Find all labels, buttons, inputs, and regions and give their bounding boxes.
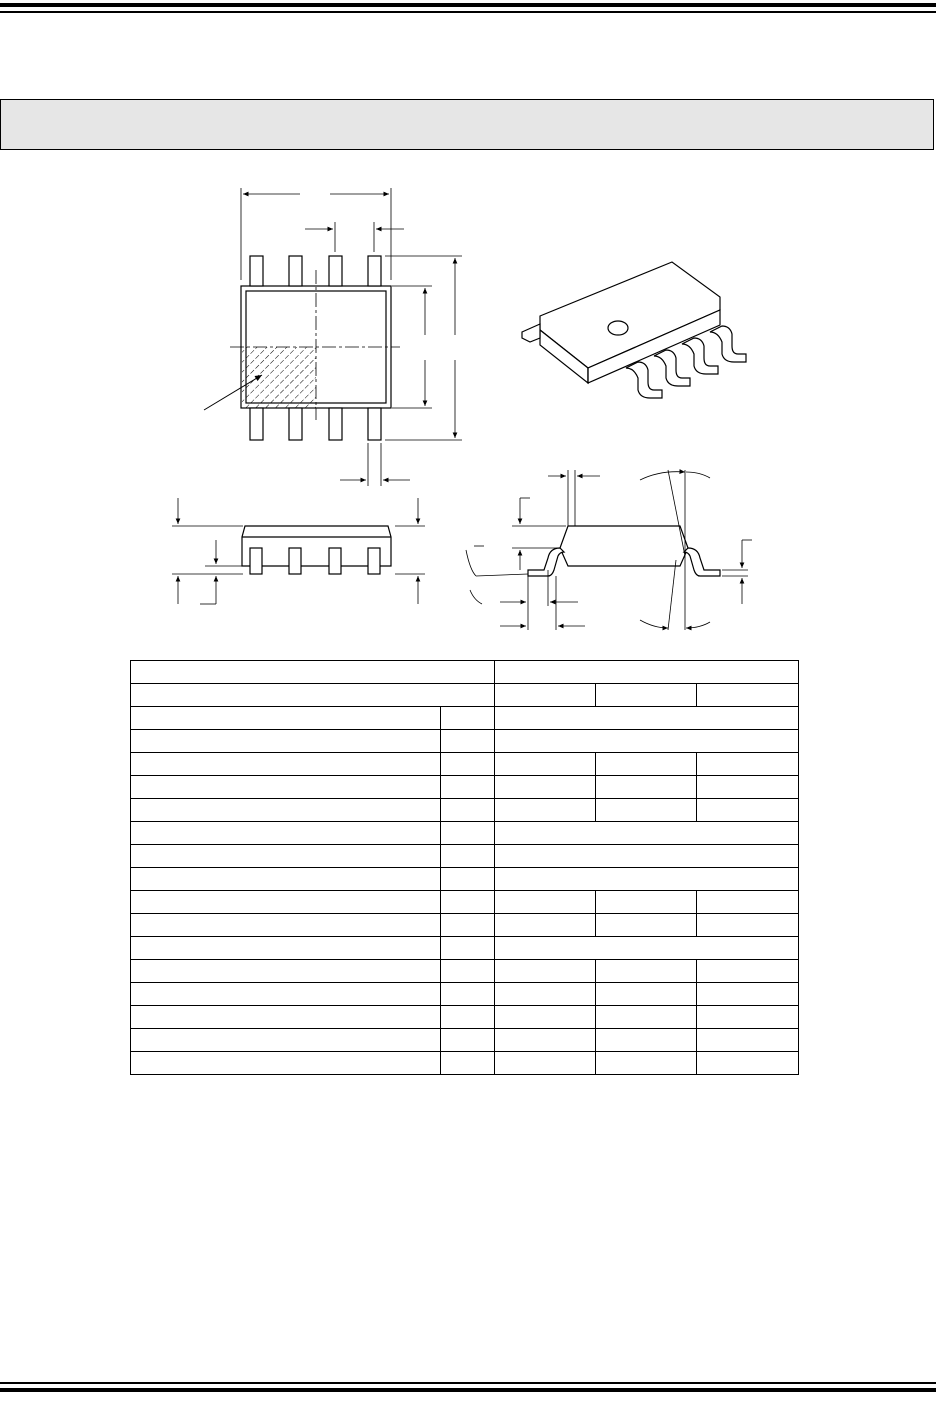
table-cell — [131, 1006, 441, 1029]
table-cell — [697, 914, 799, 937]
table-cell — [441, 707, 495, 730]
table-row — [131, 914, 799, 937]
table-cell — [131, 707, 441, 730]
table-cell — [131, 776, 441, 799]
table-row — [131, 776, 799, 799]
table-cell — [596, 684, 697, 707]
table-cell — [441, 1029, 495, 1052]
table-cell — [596, 891, 697, 914]
table-row — [131, 753, 799, 776]
table-cell — [596, 753, 697, 776]
table-cell — [495, 753, 596, 776]
table-row — [131, 845, 799, 868]
table-cell — [441, 1052, 495, 1075]
side-view — [172, 498, 425, 604]
table-cell — [131, 937, 441, 960]
table-row — [131, 937, 799, 960]
table-row — [131, 799, 799, 822]
table-row — [131, 983, 799, 1006]
table-cell — [495, 661, 799, 684]
table-cell — [495, 914, 596, 937]
table-cell — [131, 1029, 441, 1052]
table-cell — [697, 1006, 799, 1029]
table-row — [131, 822, 799, 845]
table-cell — [441, 914, 495, 937]
table-cell — [495, 799, 596, 822]
table-cell — [441, 868, 495, 891]
table-cell — [131, 799, 441, 822]
table-cell — [596, 983, 697, 1006]
table-cell — [596, 1052, 697, 1075]
table-cell — [596, 1006, 697, 1029]
table-cell — [697, 1029, 799, 1052]
table-row — [131, 1006, 799, 1029]
table-cell — [495, 822, 799, 845]
dimensions-table — [130, 660, 799, 1075]
table-cell — [596, 799, 697, 822]
table-cell — [495, 937, 799, 960]
table-cell — [495, 868, 799, 891]
table-cell — [131, 845, 441, 868]
isometric-view — [522, 262, 746, 398]
table-cell — [495, 960, 596, 983]
table-cell — [495, 730, 799, 753]
top-view — [204, 188, 462, 486]
footer-rule — [0, 1380, 936, 1400]
table-cell — [131, 661, 495, 684]
table-cell — [131, 891, 441, 914]
table-row — [131, 730, 799, 753]
table-cell — [441, 776, 495, 799]
table-cell — [495, 707, 799, 730]
table-cell — [495, 891, 596, 914]
table-cell — [596, 960, 697, 983]
table-cell — [697, 960, 799, 983]
end-view — [466, 470, 752, 630]
table-row — [131, 707, 799, 730]
table-row — [131, 960, 799, 983]
table-cell — [441, 730, 495, 753]
table-cell — [441, 822, 495, 845]
table-cell — [441, 753, 495, 776]
table-cell — [441, 891, 495, 914]
table-row — [131, 868, 799, 891]
table-cell — [495, 1052, 596, 1075]
table-cell — [596, 776, 697, 799]
table-cell — [441, 937, 495, 960]
table-cell — [495, 776, 596, 799]
table-cell — [441, 960, 495, 983]
table-cell — [697, 753, 799, 776]
table-row — [131, 684, 799, 707]
table-cell — [495, 845, 799, 868]
table-cell — [495, 1006, 596, 1029]
table-cell — [131, 914, 441, 937]
table-cell — [441, 799, 495, 822]
table-cell — [495, 684, 596, 707]
table-cell — [131, 730, 441, 753]
table-cell — [596, 1029, 697, 1052]
table-cell — [697, 684, 799, 707]
table-row — [131, 891, 799, 914]
table-row — [131, 1029, 799, 1052]
table-cell — [441, 983, 495, 1006]
table-cell — [131, 1052, 441, 1075]
table-row — [131, 661, 799, 684]
package-drawing — [0, 150, 936, 650]
table-cell — [697, 983, 799, 1006]
dimensions-table-body — [131, 661, 799, 1075]
table-cell — [131, 822, 441, 845]
table-row — [131, 1052, 799, 1075]
table-cell — [697, 891, 799, 914]
table-cell — [131, 684, 495, 707]
table-cell — [495, 983, 596, 1006]
table-cell — [441, 845, 495, 868]
table-cell — [441, 1006, 495, 1029]
table-cell — [131, 753, 441, 776]
header-rule — [0, 0, 936, 20]
table-cell — [131, 868, 441, 891]
table-cell — [131, 960, 441, 983]
table-cell — [697, 799, 799, 822]
table-cell — [697, 776, 799, 799]
table-cell — [131, 983, 441, 1006]
table-cell — [596, 914, 697, 937]
title-banner — [0, 99, 934, 150]
table-cell — [697, 1052, 799, 1075]
table-cell — [495, 1029, 596, 1052]
